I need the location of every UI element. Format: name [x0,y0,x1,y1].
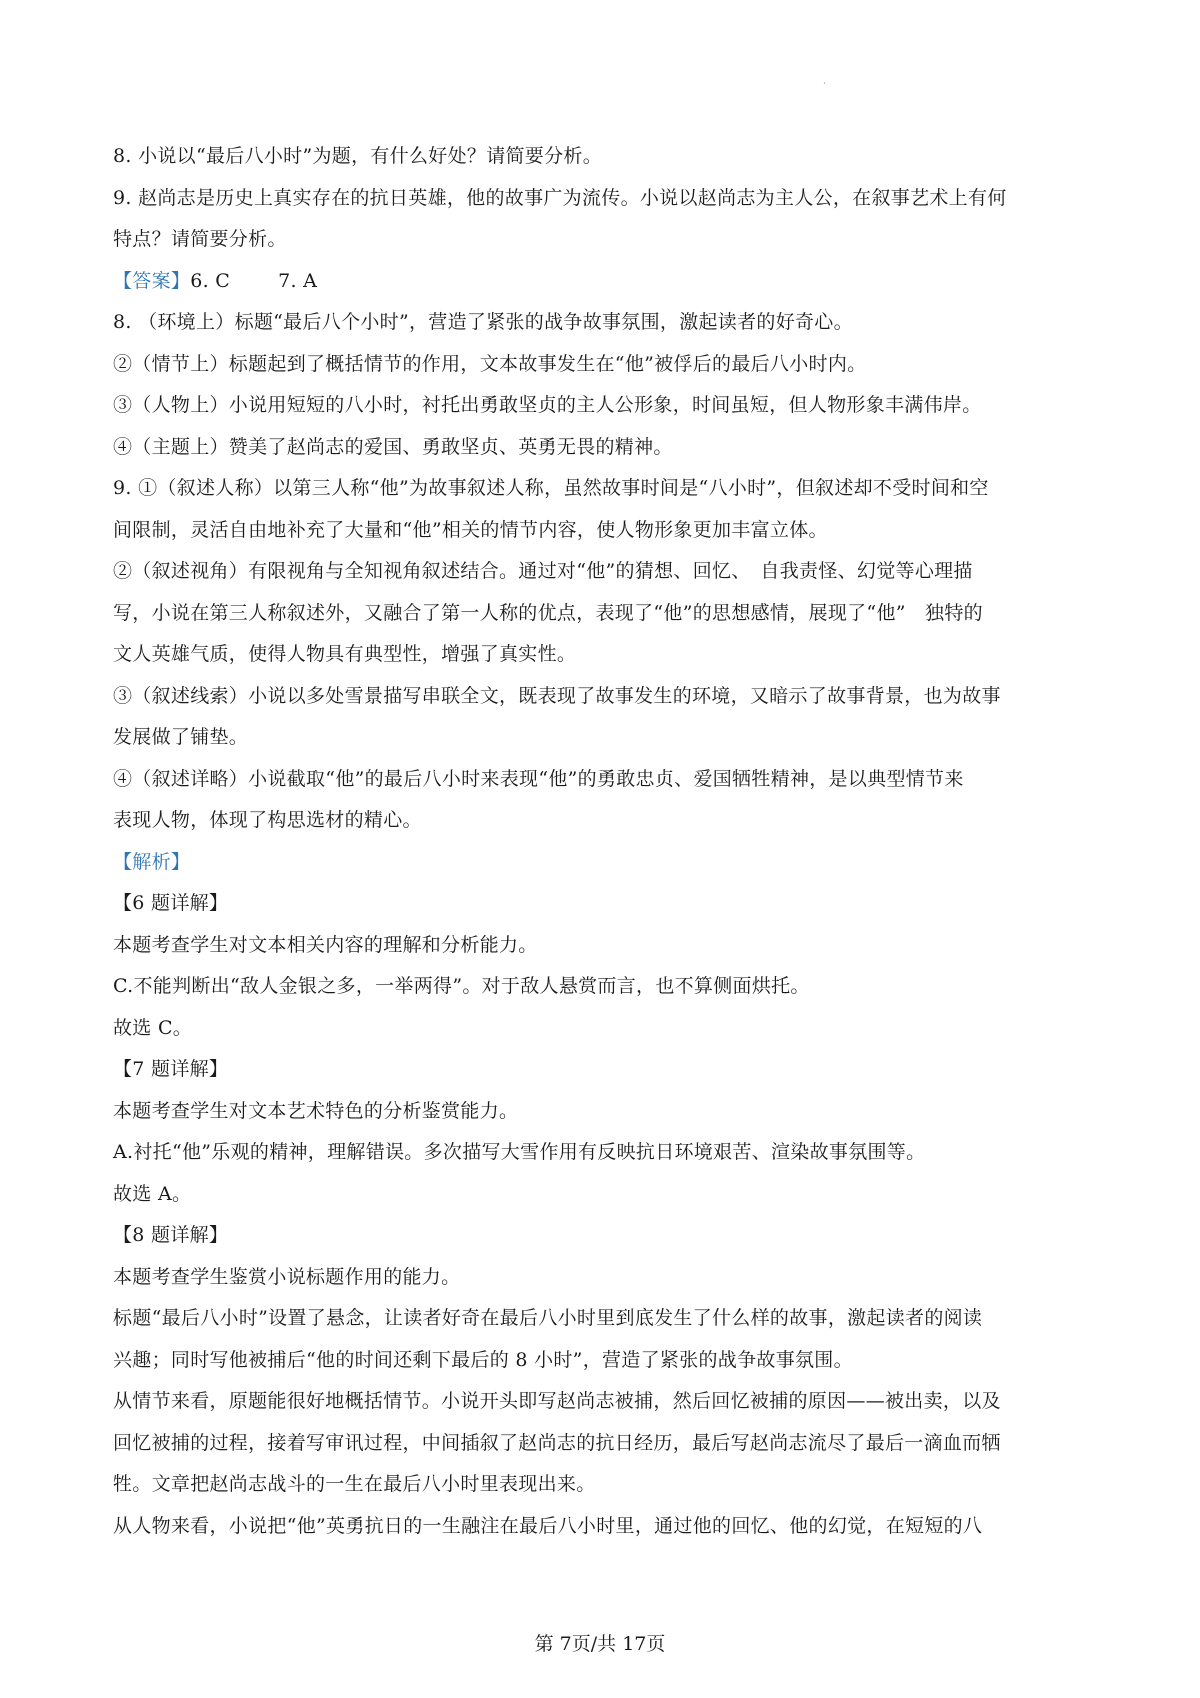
document-body [113,144,1098,1555]
analysis-line: 从情节来看，原题能很好地概括情节。小说开头即写赵尚志被捕，然后回忆被捕的原因——被出卖，以及 [113,1390,1001,1412]
analysis-line: 兴趣；同时写他被捕后“他的时间还剩下最后的 8 小时”，营造了紧张的战争故事氛围。 [113,1348,853,1371]
answer-line: ④（叙述详略）小说截取“他”的最后八小时来表现“他”的勇敢忠贞、爱国牺牲精神，是以典型情节来 [113,767,964,790]
analysis-line: 回忆被捕的过程，接着写审讯过程，中间插叙了赵尚志的抗日经历，最后写赵尚志流尽了最后一滴血而牺 [113,1431,1001,1454]
analysis-line: 本题考查学生对文本相关内容的理解和分析能力。 [113,933,538,956]
analysis-line: A.衬托“他”乐观的精神，理解错误。多次描写大雪作用有反映抗日环境艰苦、渲染故事氛围等。 [113,1141,926,1163]
answer-7: 7. A [278,269,318,292]
answer-line: ②（情节上）标题起到了概括情节的作用，文本故事发生在“他”被俘后的最后八小时内。 [113,352,867,375]
analysis-line: 标题“最后八小时”设置了悬念，让读者好奇在最后八小时里到底发生了什么样的故事，激起读者的阅读 [113,1307,983,1329]
answer-line: 间限制，灵活自由地补充了大量和“他”相关的情节内容，使人物形象更加丰富立体。 [113,518,828,541]
answer-line: ④（主题上）赞美了赵尚志的爱国、勇敢坚贞、英勇无畏的精神。 [113,435,673,458]
question-9-line-2: 特点？请简要分析。 [113,228,287,250]
answer-line: 写，小说在第三人称叙述外，又融合了第一人称的优点，表现了“他”的思想感情，展现了“他” 独特的 [113,601,983,624]
question-9-line-1: 9. 赵尚志是历史上真实存在的抗日英雄，他的故事广为流传。小说以赵尚志为主人公，在叙事艺术上有何 [113,186,1007,209]
answer-6: 6. C [190,269,231,292]
analysis-line: C.不能判断出“敌人金银之多，一举两得”。对于敌人悬赏而言，也不算侧面烘托。 [113,975,810,997]
analysis-line: 【6 题详解】 [113,892,229,914]
analysis-line: 本题考查学生对文本艺术特色的分析鉴赏能力。 [113,1099,519,1122]
analysis-line: 从人物来看，小说把“他”英勇抗日的一生融注在最后八小时里，通过他的回忆、他的幻觉，在短短的八 [113,1514,983,1537]
analysis-line: 故选 C。 [113,1016,193,1039]
top-mark: · [823,79,826,89]
answer-line: ②（叙述视角）有限视角与全知视角叙述结合。通过对“他”的猜想、回忆、 自我责怪、幻觉等心理描 [113,560,973,582]
analysis-line: 牲。文章把赵尚志战斗的一生在最后八小时里表现出来。 [113,1473,596,1495]
analysis-line: 【7 题详解】 [113,1058,229,1080]
answer-label: 【答案】 [113,269,191,292]
answer-line: 文人英雄气质，使得人物具有典型性，增强了真实性。 [113,643,577,665]
page-number: 第 7页/共 17页 [534,1633,666,1655]
answer-line: 8. （环境上）标题“最后八个小时”，营造了紧张的战争故事氛围，激起读者的好奇心。 [113,311,853,333]
answer-header [113,269,1098,311]
answer-line: ③（叙述线索）小说以多处雪景描写串联全文，既表现了故事发生的环境，又暗示了故事背景，也为故事 [113,684,1001,707]
answer-line: 表现人物，体现了构思选材的精心。 [113,809,422,831]
analysis-line: 【8 题详解】 [113,1224,229,1246]
answer-line: 9. ①（叙述人称）以第三人称“他”为故事叙述人称，虽然故事时间是“八小时”，但叙述却不受时间和空 [113,477,989,499]
answer-line: 发展做了铺垫。 [113,726,249,748]
analysis-label: 【解析】 [113,850,191,873]
question-8: 8. 小说以“最后八小时”为题，有什么好处？请简要分析。 [113,145,602,167]
analysis-line: 本题考查学生鉴赏小说标题作用的能力。 [113,1265,461,1288]
answer-line: ③（人物上）小说用短短的八小时，衬托出勇敢坚贞的主人公形象，时间虽短，但人物形象丰满伟岸。 [113,394,982,416]
analysis-line: 故选 A。 [113,1182,192,1205]
